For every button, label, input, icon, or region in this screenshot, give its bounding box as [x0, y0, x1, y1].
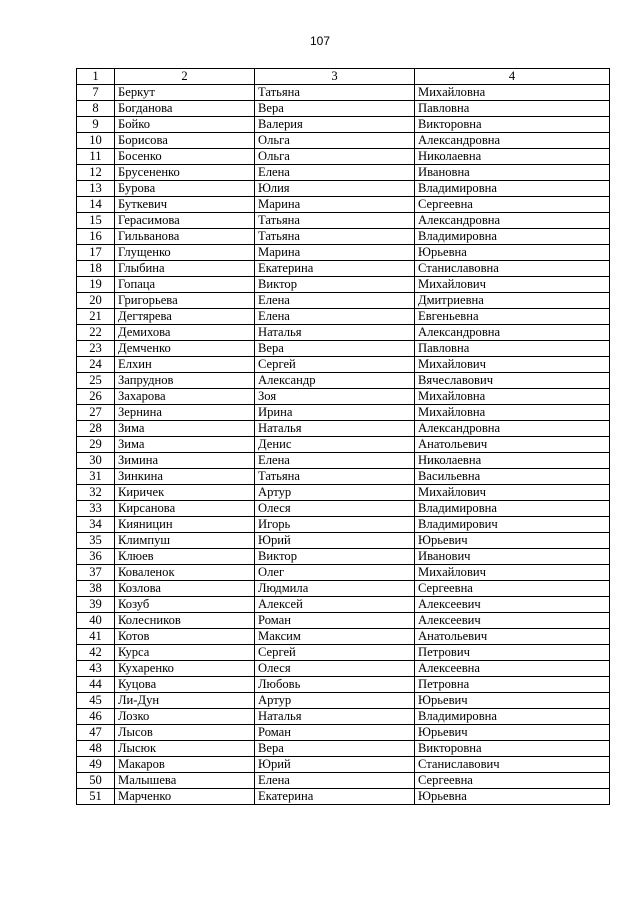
page-number: 107 [309, 34, 331, 48]
patronymic-cell: Сергеевна [415, 773, 610, 789]
patronymic-cell: Юрьевич [415, 693, 610, 709]
table-row [77, 325, 610, 341]
row-number-cell: 13 [77, 181, 115, 197]
first-name-cell: Наталья [255, 709, 415, 725]
row-number-cell: 12 [77, 165, 115, 181]
row-number-cell: 36 [77, 549, 115, 565]
row-number-cell: 48 [77, 741, 115, 757]
row-number-cell: 8 [77, 101, 115, 117]
table-row [77, 629, 610, 645]
surname-cell: Климпуш [115, 533, 255, 549]
surname-cell: Лысюк [115, 741, 255, 757]
patronymic-cell: Викторовна [415, 117, 610, 133]
row-number-cell: 49 [77, 757, 115, 773]
table-row [77, 149, 610, 165]
surname-cell: Беркут [115, 85, 255, 101]
row-number-cell: 17 [77, 245, 115, 261]
row-number-cell: 9 [77, 117, 115, 133]
row-number-cell: 41 [77, 629, 115, 645]
table-row [77, 101, 610, 117]
table-row [77, 213, 610, 229]
column-header-4: 4 [415, 69, 610, 85]
surname-cell: Демихова [115, 325, 255, 341]
patronymic-cell: Михайлович [415, 277, 610, 293]
patronymic-cell: Петровна [415, 677, 610, 693]
patronymic-cell: Владимирович [415, 517, 610, 533]
row-number-cell: 40 [77, 613, 115, 629]
table-row [77, 709, 610, 725]
row-number-cell: 29 [77, 437, 115, 453]
patronymic-cell: Николаевна [415, 149, 610, 165]
table-row [77, 341, 610, 357]
first-name-cell: Артур [255, 693, 415, 709]
row-number-cell: 20 [77, 293, 115, 309]
table-row [77, 725, 610, 741]
patronymic-cell: Сергеевна [415, 197, 610, 213]
surname-cell: Ли-Дун [115, 693, 255, 709]
first-name-cell: Александр [255, 373, 415, 389]
first-name-cell: Роман [255, 725, 415, 741]
first-name-cell: Татьяна [255, 229, 415, 245]
row-number-cell: 43 [77, 661, 115, 677]
roster-table [76, 68, 610, 805]
first-name-cell: Сергей [255, 357, 415, 373]
row-number-cell: 42 [77, 645, 115, 661]
surname-cell: Киричек [115, 485, 255, 501]
patronymic-cell: Александровна [415, 325, 610, 341]
patronymic-cell: Юрьевна [415, 789, 610, 805]
table-row [77, 245, 610, 261]
first-name-cell: Артур [255, 485, 415, 501]
surname-cell: Кияницин [115, 517, 255, 533]
row-number-cell: 24 [77, 357, 115, 373]
surname-cell: Гильванова [115, 229, 255, 245]
first-name-cell: Алексей [255, 597, 415, 613]
table-row [77, 565, 610, 581]
table-row [77, 309, 610, 325]
patronymic-cell: Михайлович [415, 357, 610, 373]
table-row [77, 789, 610, 805]
surname-cell: Куцова [115, 677, 255, 693]
row-number-cell: 11 [77, 149, 115, 165]
first-name-cell: Денис [255, 437, 415, 453]
row-number-cell: 47 [77, 725, 115, 741]
surname-cell: Глыбина [115, 261, 255, 277]
surname-cell: Богданова [115, 101, 255, 117]
row-number-cell: 34 [77, 517, 115, 533]
first-name-cell: Елена [255, 309, 415, 325]
row-number-cell: 18 [77, 261, 115, 277]
first-name-cell: Елена [255, 453, 415, 469]
row-number-cell: 26 [77, 389, 115, 405]
first-name-cell: Валерия [255, 117, 415, 133]
row-number-cell: 15 [77, 213, 115, 229]
table-row [77, 197, 610, 213]
first-name-cell: Любовь [255, 677, 415, 693]
table-row [77, 757, 610, 773]
first-name-cell: Виктор [255, 277, 415, 293]
patronymic-cell: Алексеевич [415, 597, 610, 613]
table-row [77, 741, 610, 757]
surname-cell: Курса [115, 645, 255, 661]
table-row [77, 357, 610, 373]
row-number-cell: 33 [77, 501, 115, 517]
column-header-3: 3 [255, 69, 415, 85]
first-name-cell: Татьяна [255, 85, 415, 101]
first-name-cell: Олеся [255, 661, 415, 677]
patronymic-cell: Павловна [415, 341, 610, 357]
surname-cell: Котов [115, 629, 255, 645]
first-name-cell: Вера [255, 741, 415, 757]
surname-cell: Козуб [115, 597, 255, 613]
row-number-cell: 51 [77, 789, 115, 805]
row-number-cell: 25 [77, 373, 115, 389]
table-row [77, 533, 610, 549]
column-header-2: 2 [115, 69, 255, 85]
table-row [77, 117, 610, 133]
table-row [77, 661, 610, 677]
first-name-cell: Зоя [255, 389, 415, 405]
surname-cell: Бурова [115, 181, 255, 197]
table-row [77, 133, 610, 149]
table-row [77, 437, 610, 453]
table-row [77, 645, 610, 661]
first-name-cell: Екатерина [255, 261, 415, 277]
row-number-cell: 44 [77, 677, 115, 693]
patronymic-cell: Александровна [415, 213, 610, 229]
table-row [77, 277, 610, 293]
first-name-cell: Вера [255, 341, 415, 357]
table-row [77, 373, 610, 389]
patronymic-cell: Александровна [415, 421, 610, 437]
first-name-cell: Ирина [255, 405, 415, 421]
surname-cell: Зима [115, 421, 255, 437]
first-name-cell: Наталья [255, 325, 415, 341]
first-name-cell: Игорь [255, 517, 415, 533]
table-row [77, 421, 610, 437]
patronymic-cell: Михайлович [415, 565, 610, 581]
table-row [77, 693, 610, 709]
row-number-cell: 23 [77, 341, 115, 357]
table-row [77, 517, 610, 533]
row-number-cell: 31 [77, 469, 115, 485]
patronymic-cell: Михайловна [415, 85, 610, 101]
patronymic-cell: Александровна [415, 133, 610, 149]
first-name-cell: Сергей [255, 645, 415, 661]
surname-cell: Глущенко [115, 245, 255, 261]
patronymic-cell: Алексеевич [415, 613, 610, 629]
table-row [77, 85, 610, 101]
patronymic-cell: Владимировна [415, 181, 610, 197]
surname-cell: Марченко [115, 789, 255, 805]
table-row [77, 405, 610, 421]
surname-cell: Дегтярева [115, 309, 255, 325]
first-name-cell: Екатерина [255, 789, 415, 805]
column-header-1: 1 [77, 69, 115, 85]
patronymic-cell: Юрьевич [415, 725, 610, 741]
row-number-cell: 46 [77, 709, 115, 725]
row-number-cell: 38 [77, 581, 115, 597]
surname-cell: Зинкина [115, 469, 255, 485]
table-row [77, 453, 610, 469]
table-row [77, 485, 610, 501]
first-name-cell: Ольга [255, 133, 415, 149]
table-row [77, 469, 610, 485]
patronymic-cell: Викторовна [415, 741, 610, 757]
first-name-cell: Максим [255, 629, 415, 645]
table-row [77, 613, 610, 629]
row-number-cell: 28 [77, 421, 115, 437]
patronymic-cell: Ивановна [415, 165, 610, 181]
first-name-cell: Роман [255, 613, 415, 629]
first-name-cell: Вера [255, 101, 415, 117]
row-number-cell: 21 [77, 309, 115, 325]
surname-cell: Бойко [115, 117, 255, 133]
patronymic-cell: Николаевна [415, 453, 610, 469]
patronymic-cell: Владимировна [415, 229, 610, 245]
row-number-cell: 30 [77, 453, 115, 469]
patronymic-cell: Анатольевич [415, 629, 610, 645]
patronymic-cell: Владимировна [415, 709, 610, 725]
row-number-cell: 45 [77, 693, 115, 709]
surname-cell: Запруднов [115, 373, 255, 389]
surname-cell: Босенко [115, 149, 255, 165]
surname-cell: Лысов [115, 725, 255, 741]
table-row [77, 501, 610, 517]
surname-cell: Макаров [115, 757, 255, 773]
first-name-cell: Наталья [255, 421, 415, 437]
first-name-cell: Елена [255, 293, 415, 309]
table-row [77, 549, 610, 565]
first-name-cell: Людмила [255, 581, 415, 597]
surname-cell: Елхин [115, 357, 255, 373]
table-row [77, 581, 610, 597]
surname-cell: Малышева [115, 773, 255, 789]
patronymic-cell: Юрьевна [415, 245, 610, 261]
patronymic-cell: Владимировна [415, 501, 610, 517]
row-number-cell: 14 [77, 197, 115, 213]
table-row [77, 261, 610, 277]
row-number-cell: 27 [77, 405, 115, 421]
row-number-cell: 10 [77, 133, 115, 149]
surname-cell: Зима [115, 437, 255, 453]
first-name-cell: Олеся [255, 501, 415, 517]
surname-cell: Козлова [115, 581, 255, 597]
surname-cell: Зимина [115, 453, 255, 469]
first-name-cell: Ольга [255, 149, 415, 165]
first-name-cell: Татьяна [255, 213, 415, 229]
surname-cell: Григорьева [115, 293, 255, 309]
first-name-cell: Марина [255, 197, 415, 213]
row-number-cell: 35 [77, 533, 115, 549]
surname-cell: Зернина [115, 405, 255, 421]
patronymic-cell: Анатольевич [415, 437, 610, 453]
row-number-cell: 16 [77, 229, 115, 245]
surname-cell: Захарова [115, 389, 255, 405]
surname-cell: Борисова [115, 133, 255, 149]
table-row [77, 293, 610, 309]
surname-cell: Демченко [115, 341, 255, 357]
table-row [77, 389, 610, 405]
first-name-cell: Юрий [255, 533, 415, 549]
surname-cell: Колесников [115, 613, 255, 629]
first-name-cell: Татьяна [255, 469, 415, 485]
surname-cell: Клюев [115, 549, 255, 565]
patronymic-cell: Алексеевна [415, 661, 610, 677]
table-row [77, 165, 610, 181]
surname-cell: Кирсанова [115, 501, 255, 517]
first-name-cell: Елена [255, 165, 415, 181]
patronymic-cell: Юрьевич [415, 533, 610, 549]
first-name-cell: Юрий [255, 757, 415, 773]
first-name-cell: Марина [255, 245, 415, 261]
table-header-row [77, 69, 610, 85]
table-row [77, 229, 610, 245]
table-row [77, 677, 610, 693]
surname-cell: Коваленок [115, 565, 255, 581]
patronymic-cell: Михайловна [415, 389, 610, 405]
patronymic-cell: Васильевна [415, 469, 610, 485]
row-number-cell: 32 [77, 485, 115, 501]
table-row [77, 597, 610, 613]
patronymic-cell: Михайловна [415, 405, 610, 421]
row-number-cell: 39 [77, 597, 115, 613]
patronymic-cell: Евгеньевна [415, 309, 610, 325]
patronymic-cell: Сергеевна [415, 581, 610, 597]
patronymic-cell: Иванович [415, 549, 610, 565]
patronymic-cell: Станиславовна [415, 261, 610, 277]
row-number-cell: 19 [77, 277, 115, 293]
row-number-cell: 37 [77, 565, 115, 581]
patronymic-cell: Петрович [415, 645, 610, 661]
row-number-cell: 50 [77, 773, 115, 789]
first-name-cell: Олег [255, 565, 415, 581]
patronymic-cell: Дмитриевна [415, 293, 610, 309]
surname-cell: Герасимова [115, 213, 255, 229]
patronymic-cell: Вячеславович [415, 373, 610, 389]
table-row [77, 181, 610, 197]
table-row [77, 773, 610, 789]
surname-cell: Лозко [115, 709, 255, 725]
first-name-cell: Елена [255, 773, 415, 789]
surname-cell: Брусененко [115, 165, 255, 181]
patronymic-cell: Павловна [415, 101, 610, 117]
first-name-cell: Юлия [255, 181, 415, 197]
surname-cell: Гопаца [115, 277, 255, 293]
patronymic-cell: Станиславович [415, 757, 610, 773]
surname-cell: Кухаренко [115, 661, 255, 677]
row-number-cell: 7 [77, 85, 115, 101]
row-number-cell: 22 [77, 325, 115, 341]
surname-cell: Буткевич [115, 197, 255, 213]
first-name-cell: Виктор [255, 549, 415, 565]
patronymic-cell: Михайлович [415, 485, 610, 501]
